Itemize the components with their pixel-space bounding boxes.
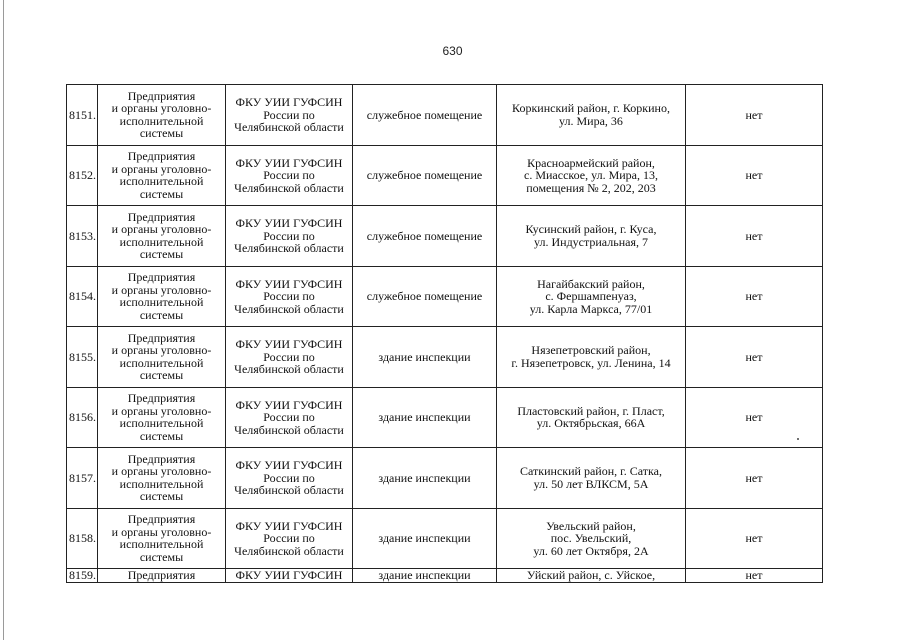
premises-type-cell: здание инспекции xyxy=(353,569,497,583)
table-row xyxy=(67,508,823,569)
row-number-cell: 8154. xyxy=(67,266,98,327)
row-number-cell: 8151. xyxy=(67,85,98,146)
address-cell xyxy=(497,206,686,267)
category-line: и органы уголовно- xyxy=(111,524,212,539)
address-line: Кусинский район, г. Куса, xyxy=(525,222,657,237)
organization-cell xyxy=(226,569,353,583)
address-cell xyxy=(497,266,686,327)
organization-line: ФКУ УИИ ГУФСИН xyxy=(235,518,343,533)
table-row xyxy=(67,206,823,267)
organization-line: России по xyxy=(263,531,315,545)
category-line: Предприятия xyxy=(127,330,196,345)
organization-cell xyxy=(226,387,353,448)
organization-cell xyxy=(226,448,353,509)
category-line: системы xyxy=(139,489,184,504)
address-line: ул. Октябрьская, 66А xyxy=(536,416,646,431)
organization-line: Челябинской области xyxy=(234,301,344,316)
note-cell: нет xyxy=(686,387,823,448)
organization-line: ФКУ УИИ ГУФСИН xyxy=(235,155,343,170)
note-cell: нет xyxy=(686,448,823,509)
row-number-cell: 8152. xyxy=(67,145,98,206)
organization-cell xyxy=(226,508,353,569)
table-row xyxy=(67,145,823,206)
category-line: и органы уголовно- xyxy=(111,222,212,237)
registry-table xyxy=(66,84,823,583)
address-cell xyxy=(497,508,686,569)
note-cell: нет xyxy=(686,508,823,569)
organization-line: Челябинской области xyxy=(234,180,344,195)
premises-type-cell: здание инспекции xyxy=(353,508,497,569)
category-line: и органы уголовно- xyxy=(111,161,212,176)
category-cell xyxy=(98,387,226,448)
premises-type-cell: служебное помещение xyxy=(353,206,497,267)
category-line: исполнительной xyxy=(119,416,204,431)
category-line: исполнительной xyxy=(119,295,204,310)
address-cell xyxy=(497,448,686,509)
category-line: Предприятия xyxy=(127,209,196,224)
row-number-cell: 8158. xyxy=(67,508,98,569)
organization-line: России по xyxy=(263,470,315,485)
category-line: Предприятия xyxy=(127,391,196,406)
table-row xyxy=(67,85,823,146)
organization-cell xyxy=(226,266,353,327)
premises-type-cell: здание инспекции xyxy=(353,327,497,388)
address-line: Красноармейский район, xyxy=(527,155,655,170)
category-cell xyxy=(98,85,226,146)
table-row xyxy=(67,387,823,448)
category-line: системы xyxy=(139,368,184,383)
address-line: Пластовский район, г. Пласт, xyxy=(517,403,665,418)
address-cell xyxy=(497,387,686,448)
category-line: и органы уголовно- xyxy=(111,464,212,479)
organization-line: Челябинской области xyxy=(234,483,344,497)
category-line: Предприятия xyxy=(127,451,196,466)
note-cell: нет xyxy=(686,569,823,583)
row-number-cell: 8155. xyxy=(67,327,98,388)
organization-line: Челябинской области xyxy=(234,362,344,376)
address-cell xyxy=(497,85,686,146)
address-line: ул. 60 лет Октября, 2А xyxy=(533,543,649,558)
category-cell xyxy=(98,508,226,569)
category-line: системы xyxy=(139,247,184,262)
organization-line: Челябинской области xyxy=(234,120,344,134)
address-line: Уйский район, с. Уйское, xyxy=(526,568,656,582)
category-line: Предприятия xyxy=(127,149,196,164)
address-line: ул. Мира, 36 xyxy=(559,113,623,128)
organization-line: ФКУ УИИ ГУФСИН xyxy=(235,568,343,582)
note-cell: нет xyxy=(686,266,823,327)
category-line: и органы уголовно- xyxy=(111,403,212,418)
organization-line: ФКУ УИИ ГУФСИН xyxy=(235,337,343,351)
organization-line: России по xyxy=(263,107,315,122)
organization-line: ФКУ УИИ ГУФСИН xyxy=(235,95,343,109)
premises-type-cell: служебное помещение xyxy=(353,85,497,146)
organization-cell xyxy=(226,327,353,388)
note-cell: нет xyxy=(686,85,823,146)
row-number-cell: 8157. xyxy=(67,448,98,509)
category-line: исполнительной xyxy=(119,174,204,189)
address-line: пос. Увельский, xyxy=(550,531,632,545)
table-row xyxy=(67,569,823,583)
scan-edge-line xyxy=(3,0,4,640)
category-line: исполнительной xyxy=(119,355,204,370)
organization-line: ФКУ УИИ ГУФСИН xyxy=(235,397,343,412)
address-line: Коркинский район, г. Коркино, xyxy=(512,101,670,116)
category-line: и органы уголовно- xyxy=(111,101,212,116)
category-line: и органы уголовно- xyxy=(111,343,212,358)
address-line: помещения № 2, 202, 203 xyxy=(526,180,656,195)
category-line: системы xyxy=(139,126,184,141)
category-line: исполнительной xyxy=(119,537,204,552)
row-number-cell: 8153. xyxy=(67,206,98,267)
category-line: Предприятия xyxy=(127,512,196,527)
category-line: исполнительной xyxy=(119,476,204,491)
organization-line: Челябинской области xyxy=(234,543,344,558)
address-line: Саткинский район, г. Сатка, xyxy=(520,464,662,479)
category-line: исполнительной xyxy=(119,113,204,128)
table-row xyxy=(67,448,823,509)
address-line: Нязепетровский район, xyxy=(531,343,651,358)
organization-line: Челябинской области xyxy=(234,241,344,255)
address-line: Нагайбакский район, xyxy=(537,276,645,291)
organization-line: ФКУ УИИ ГУФСИН xyxy=(235,276,343,291)
organization-cell xyxy=(226,145,353,206)
premises-type-cell: здание инспекции xyxy=(353,387,497,448)
address-line: ул. Карла Маркса, 77/01 xyxy=(529,301,653,316)
address-cell xyxy=(497,569,686,583)
address-cell xyxy=(497,145,686,206)
category-cell xyxy=(98,569,226,583)
organization-line: ФКУ УИИ ГУФСИН xyxy=(235,216,343,230)
category-line: системы xyxy=(139,307,184,322)
premises-type-cell: служебное помещение xyxy=(353,266,497,327)
category-line: системы xyxy=(139,186,184,201)
organization-line: России по xyxy=(263,349,315,364)
organization-cell xyxy=(226,85,353,146)
address-line: с. Миасское, ул. Мира, 13, xyxy=(524,168,658,182)
organization-line: России по xyxy=(263,168,315,182)
table-row xyxy=(67,266,823,327)
address-line: Увельский район, xyxy=(546,518,636,533)
address-line: ул. Индустриальная, 7 xyxy=(534,234,648,249)
category-cell xyxy=(98,145,226,206)
category-line: и органы уголовно- xyxy=(111,282,212,297)
organization-line: России по xyxy=(263,228,315,243)
row-number-cell: 8159. xyxy=(67,569,98,583)
address-line: г. Нязепетровск, ул. Ленина, 14 xyxy=(511,355,671,370)
organization-line: Челябинской области xyxy=(234,422,344,437)
note-cell: нет xyxy=(686,327,823,388)
category-cell xyxy=(98,206,226,267)
category-cell xyxy=(98,448,226,509)
note-cell: нет xyxy=(686,206,823,267)
address-cell xyxy=(497,327,686,388)
category-line: Предприятия xyxy=(127,88,196,103)
table-row xyxy=(67,327,823,388)
category-cell xyxy=(98,327,226,388)
premises-type-cell: служебное помещение xyxy=(353,145,497,206)
page-number: 630 xyxy=(442,44,463,58)
category-line: системы xyxy=(139,549,184,564)
organization-cell xyxy=(226,206,353,267)
premises-type-cell: здание инспекции xyxy=(353,448,497,509)
address-line: с. Фершампенуаз, xyxy=(545,289,637,303)
organization-line: России по xyxy=(263,410,315,424)
category-line: Предприятия xyxy=(127,270,196,285)
category-line: исполнительной xyxy=(119,234,204,249)
note-cell: нет xyxy=(686,145,823,206)
category-cell xyxy=(98,266,226,327)
organization-line: ФКУ УИИ ГУФСИН xyxy=(235,458,343,472)
category-line: системы xyxy=(139,428,184,443)
address-line: ул. 50 лет ВЛКСМ, 5А xyxy=(533,476,649,491)
organization-line: России по xyxy=(263,289,315,303)
row-number-cell: 8156. xyxy=(67,387,98,448)
scan-speck xyxy=(797,438,799,440)
category-line: Предприятия xyxy=(127,568,196,582)
